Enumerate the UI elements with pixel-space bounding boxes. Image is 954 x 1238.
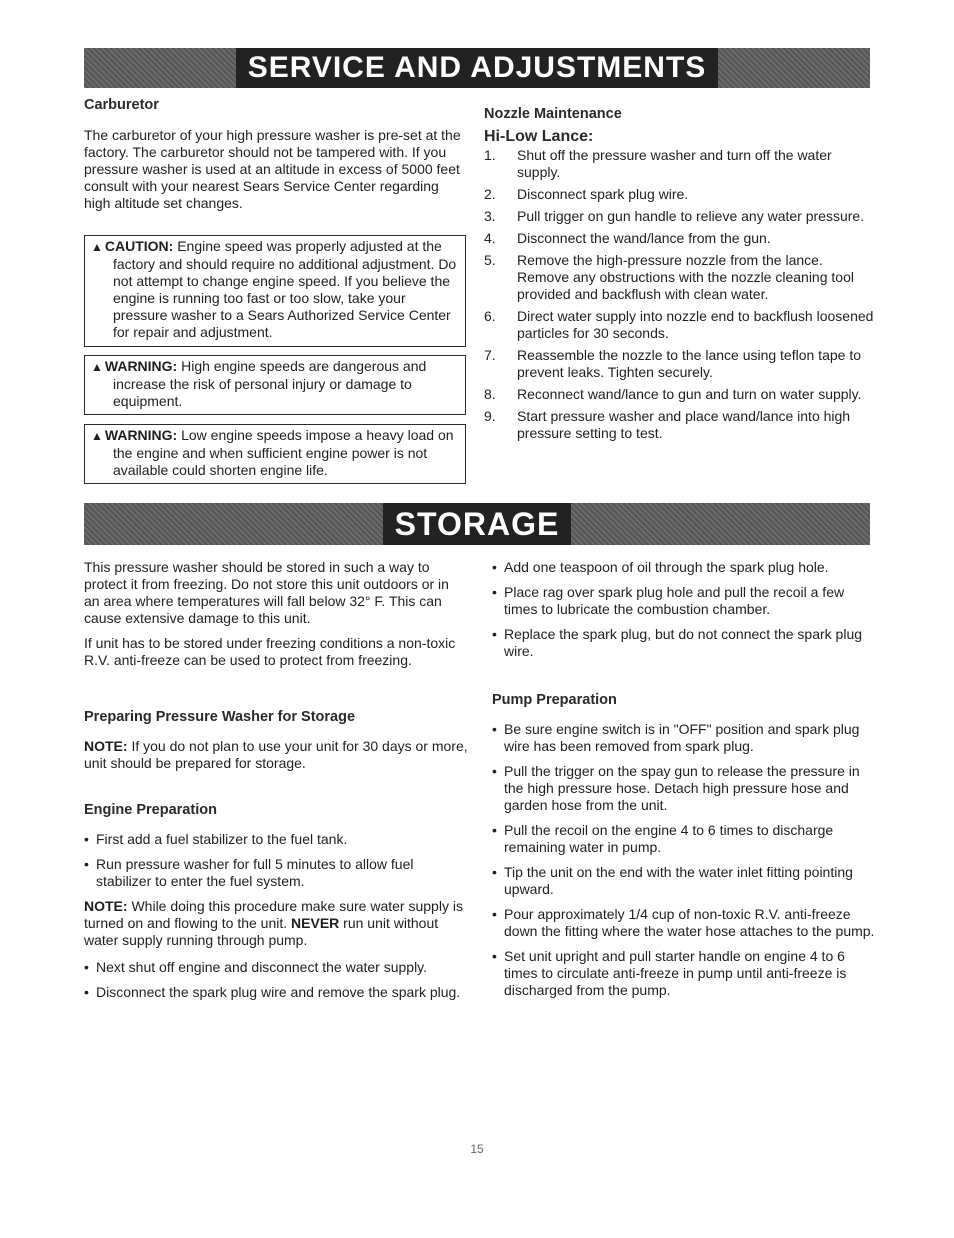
bullet-icon: • xyxy=(492,584,497,600)
note-text: If you do not plan to use your unit for 30 days or more, unit should be prepared for storage. xyxy=(84,738,468,771)
warning-label: WARNING: xyxy=(104,358,178,374)
list-item: • First add a fuel stabilizer to the fuel tank. xyxy=(84,831,348,847)
nozzle-steps-list xyxy=(484,147,876,442)
carburetor-heading: Carburetor xyxy=(84,97,159,113)
list-item: 8. Reconnect wand/lance to gun and turn on water supply. xyxy=(484,386,862,402)
list-item: • Run pressure washer for full 5 minutes to allow fuel stabilizer to enter the fuel system. xyxy=(84,856,414,889)
nozzle-subheading: Hi-Low Lance: xyxy=(484,128,594,145)
engine-prep-list xyxy=(84,831,468,890)
section-banner-storage xyxy=(84,503,870,545)
list-item: 7. Reassemble the nozzle to the lance using teflon tape to prevent leaks. Tighten securely. xyxy=(484,347,861,380)
bullet-icon: • xyxy=(492,822,497,838)
list-item: • Tip the unit on the end with the water inlet fitting pointing upward. xyxy=(492,864,853,897)
bullet-icon: • xyxy=(492,906,497,922)
prep-storage-heading: Preparing Pressure Washer for Storage xyxy=(84,709,356,725)
warning-triangle-icon: ▲ xyxy=(91,429,103,443)
list-item: • Be sure engine switch is in "OFF" position and spark plug wire has been removed from spark plug. xyxy=(492,721,860,754)
list-item: 5. Remove the high-pressure nozzle from the lance. Remove any obstructions with the nozzle cleaning tool provided and backflush with clean water. xyxy=(484,252,854,302)
list-item: 6. Direct water supply into nozzle end to backflush loosened particles for 30 seconds. xyxy=(484,308,874,341)
list-item: • Add one teaspoon of oil through the spark plug hole. xyxy=(492,559,829,575)
bullet-icon: • xyxy=(84,856,89,872)
engine-prep-note: NOTE: While doing this procedure make sure water supply is turned on and flowing to the unit. NEVER run unit without water supply running through pump. xyxy=(84,898,463,948)
bullet-icon: • xyxy=(492,864,497,880)
engine-prep-heading: Engine Preparation xyxy=(84,802,217,818)
list-item: • Next shut off engine and disconnect the water supply. xyxy=(84,959,428,975)
storage-intro-antifreeze: If unit has to be stored under freezing conditions a non-toxic R.V. anti-freeze can be used to protect from freezing. xyxy=(84,635,456,668)
list-item: • Pull the recoil on the engine 4 to 6 times to discharge remaining water in pump. xyxy=(492,822,834,855)
list-item: • Pour approximately 1/4 cup of non-toxic R.V. anti-freeze down the fitting where the water hose attaches to the pump. xyxy=(492,906,875,939)
carburetor-text: The carburetor of your high pressure washer is pre-set at the factory. The carburetor should not be tampered with. If you pressure washer is used at an altitude in excess of 5000 feet consult with your nearest Sears Service Center regarding high altitude set changes. xyxy=(84,127,461,211)
storage-left-column xyxy=(84,559,468,1009)
bullet-icon: • xyxy=(84,959,89,975)
bullet-icon: • xyxy=(492,559,497,575)
spark-plug-list xyxy=(492,559,876,660)
warning-box-high-speed xyxy=(84,355,466,415)
list-item: 2. Disconnect spark plug wire. xyxy=(484,186,689,202)
section-title-service: SERVICE AND ADJUSTMENTS xyxy=(236,48,719,88)
carburetor-section xyxy=(84,97,466,212)
list-item: • Disconnect the spark plug wire and remove the spark plug. xyxy=(84,984,461,1000)
storage-right-column xyxy=(492,559,876,1007)
list-item: • Pull the trigger on the spay gun to release the pressure in the high pressure hose. Detach high pressure hose and garden hose from the unit. xyxy=(492,763,860,813)
list-item: 3. Pull trigger on gun handle to relieve any water pressure. xyxy=(484,208,865,224)
warning-text: Low engine speeds impose a heavy load on the engine and when sufficient engine power is not available could shorten engine life. xyxy=(113,427,454,478)
caution-label: CAUTION: xyxy=(104,238,174,254)
bullet-icon: • xyxy=(492,763,497,779)
list-item: • Place rag over spark plug hole and pull the recoil a few times to lubricate the combustion chamber. xyxy=(492,584,845,617)
bullet-icon: • xyxy=(492,948,497,964)
warning-triangle-icon: ▲ xyxy=(91,360,103,374)
bullet-icon: • xyxy=(492,721,497,737)
storage-intro: This pressure washer should be stored in such a way to protect it from freezing. Do not store this unit outdoors or in an area where temperatures will fall below 32° F. This can cause extensive damage to this unit. xyxy=(84,559,449,626)
caution-box xyxy=(84,235,466,347)
section-banner-service xyxy=(84,48,870,88)
engine-prep-list-continued xyxy=(84,959,468,1001)
warning-text: High engine speeds are dangerous and increase the risk of personal injury or damage to equipment. xyxy=(113,358,427,409)
prep-storage-note xyxy=(84,738,468,772)
list-item: 1. Shut off the pressure washer and turn off the water supply. xyxy=(484,147,832,180)
section-title-storage: STORAGE xyxy=(383,503,572,545)
warning-triangle-icon: ▲ xyxy=(91,240,103,254)
page-number: 15 xyxy=(470,1142,484,1156)
list-item: 4. Disconnect the wand/lance from the gun. xyxy=(484,230,771,246)
warning-label: WARNING: xyxy=(104,427,178,443)
nozzle-section xyxy=(484,106,876,447)
list-item: • Set unit upright and pull starter handle on engine 4 to 6 times to circulate anti-freeze in pump until anti-freeze is discharged from the pump. xyxy=(492,948,847,998)
pump-prep-list xyxy=(492,721,876,999)
pump-prep-heading: Pump Preparation xyxy=(492,692,617,708)
caution-text: Engine speed was properly adjusted at the factory and should require no additional adjustment. Do not attempt to change engine speed. If you believe the engine is running too fast or too slow, take your pressure washer to a Sears Authorized Service Center for repair and adjustment. xyxy=(113,238,457,340)
list-item: 9. Start pressure washer and place wand/lance into high pressure setting to test. xyxy=(484,408,851,441)
note-label: NOTE: xyxy=(84,898,128,914)
never-emphasis: NEVER xyxy=(291,915,340,931)
note-label: NOTE: xyxy=(84,738,128,754)
warning-box-low-speed xyxy=(84,424,466,484)
nozzle-heading: Nozzle Maintenance xyxy=(484,106,622,122)
bullet-icon: • xyxy=(492,626,497,642)
bullet-icon: • xyxy=(84,831,89,847)
bullet-icon: • xyxy=(84,984,89,1000)
list-item: • Replace the spark plug, but do not connect the spark plug wire. xyxy=(492,626,863,659)
